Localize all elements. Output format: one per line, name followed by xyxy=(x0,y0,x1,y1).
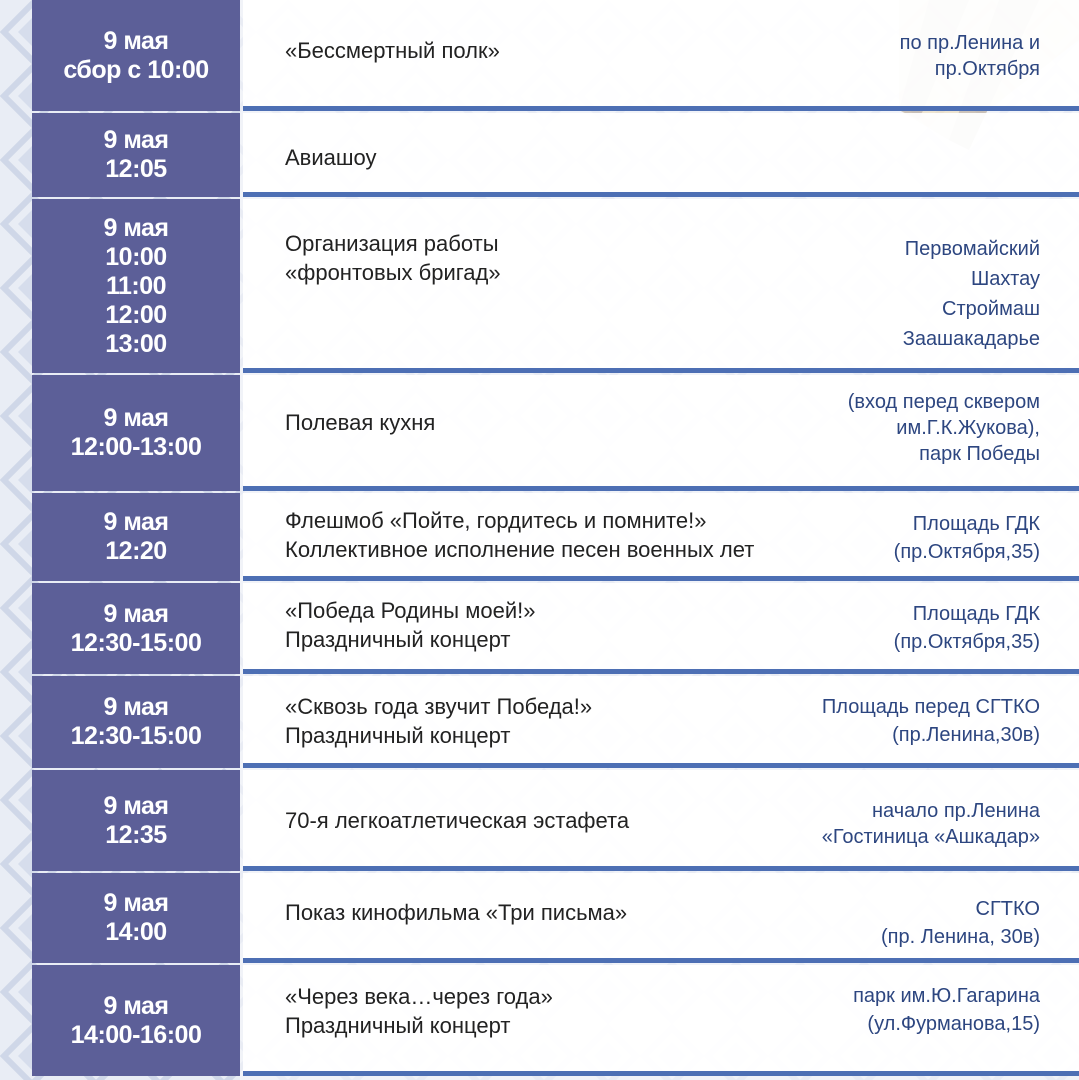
event-location-line: Заашакадарье xyxy=(902,328,1040,350)
schedule-row xyxy=(32,493,1079,581)
event-location-line: СГТКО xyxy=(975,898,1040,920)
event-location xyxy=(881,895,1040,951)
event-location-line: Строймаш xyxy=(942,298,1040,320)
event-content-cell xyxy=(243,0,1079,111)
event-title-line: Авиашоу xyxy=(285,145,377,170)
event-content-cell xyxy=(243,770,1079,871)
event-title-line: Полевая кухня xyxy=(285,410,436,435)
event-location-line: им.Г.К.Жукова), xyxy=(896,417,1040,439)
event-title-line: Праздничный концерт xyxy=(285,627,511,652)
date-time-cell xyxy=(32,770,240,871)
event-location-line: Первомайский xyxy=(904,238,1040,260)
event-content-cell xyxy=(243,676,1079,768)
event-location-line: Площадь ГДК xyxy=(912,603,1040,625)
event-location xyxy=(900,30,1040,82)
event-title xyxy=(285,692,592,750)
event-location-line: по пр.Ленина и xyxy=(899,32,1040,54)
event-location-line: парк Победы xyxy=(919,443,1040,465)
event-title xyxy=(285,898,627,927)
event-location xyxy=(853,982,1040,1038)
event-title-line: «фронтовых бригад» xyxy=(285,260,501,285)
event-title-line: «Сквозь года звучит Победа!» xyxy=(285,694,593,719)
event-location-line: парк им.Ю.Гагарина xyxy=(853,985,1040,1007)
event-time: 12:30-15:00 xyxy=(70,628,202,657)
event-time: 12:30-15:00 xyxy=(70,722,202,750)
event-location-line: (пр.Октября,35) xyxy=(893,631,1040,653)
date-time-cell xyxy=(32,676,240,768)
event-title-line: Праздничный концерт xyxy=(285,723,511,748)
event-title xyxy=(285,806,629,835)
date-time-cell xyxy=(32,199,240,373)
event-title-line: «Через века…через года» xyxy=(285,984,553,1009)
event-location xyxy=(903,234,1040,354)
event-content-cell xyxy=(243,199,1079,373)
event-time: 12:35 xyxy=(105,820,167,849)
event-location-line: пр.Октября xyxy=(934,58,1040,80)
event-time: сбор с 10:00 xyxy=(63,55,209,84)
event-title xyxy=(285,982,553,1040)
event-time: 12:20 xyxy=(105,537,167,565)
schedule-row xyxy=(32,375,1079,491)
event-location xyxy=(822,798,1040,850)
event-location-line: Площадь ГДК xyxy=(912,513,1040,535)
event-title-line: Организация работы xyxy=(285,231,499,256)
date-time-cell xyxy=(32,965,240,1076)
event-time: 12:00 xyxy=(105,300,167,329)
event-date: 9 мая xyxy=(103,508,169,536)
event-location-line: (пр.Октября,35) xyxy=(893,541,1040,563)
event-time: 12:00-13:00 xyxy=(70,433,202,461)
event-title xyxy=(285,36,500,65)
event-title xyxy=(285,408,435,437)
schedule-row xyxy=(32,0,1079,111)
event-time: 10:00 xyxy=(105,242,167,271)
date-time-cell xyxy=(32,0,240,111)
event-title xyxy=(285,506,754,564)
event-date: 9 мая xyxy=(103,126,169,154)
schedule-row xyxy=(32,676,1079,768)
event-location xyxy=(848,389,1040,467)
event-location-line: начало пр.Ленина xyxy=(872,800,1040,822)
event-date: 9 мая xyxy=(103,404,169,432)
date-time-cell xyxy=(32,873,240,963)
event-date: 9 мая xyxy=(103,26,169,55)
date-time-cell xyxy=(32,583,240,674)
event-date: 9 мая xyxy=(103,599,169,628)
event-time: 11:00 xyxy=(105,271,167,300)
event-location xyxy=(822,693,1040,749)
event-content-cell xyxy=(243,375,1079,491)
schedule-row xyxy=(32,199,1079,373)
event-title-line: «Победа Родины моей!» xyxy=(285,598,536,623)
event-location-line: (пр. Ленина, 30в) xyxy=(880,926,1040,948)
event-time: 13:00 xyxy=(105,329,167,358)
event-content-cell xyxy=(243,113,1079,197)
event-title xyxy=(285,143,377,172)
schedule-row xyxy=(32,770,1079,871)
event-title-line: 70-я легкоатлетическая эстафета xyxy=(285,808,630,833)
event-time: 14:00 xyxy=(105,918,167,946)
event-title-line: Коллективное исполнение песен военных лет xyxy=(285,537,755,562)
event-date: 9 мая xyxy=(103,889,169,917)
event-time: 14:00-16:00 xyxy=(70,1020,202,1049)
date-time-cell xyxy=(32,113,240,197)
event-date: 9 мая xyxy=(103,791,169,820)
event-location-line: Шахтау xyxy=(970,268,1040,290)
event-date: 9 мая xyxy=(103,991,169,1020)
event-location-line: (пр.Ленина,30в) xyxy=(892,724,1040,746)
event-content-cell xyxy=(243,965,1079,1076)
schedule-row xyxy=(32,965,1079,1076)
event-title-line: Праздничный концерт xyxy=(285,1013,511,1038)
date-time-cell xyxy=(32,375,240,491)
event-content-cell xyxy=(243,583,1079,674)
event-location xyxy=(894,510,1040,566)
event-location-line: «Гостиница «Ашкадар» xyxy=(821,826,1040,848)
event-date: 9 мая xyxy=(103,213,169,242)
event-title-line: Показ кинофильма «Три письма» xyxy=(285,900,628,925)
date-time-cell xyxy=(32,493,240,581)
event-title-line: Флешмоб «Пойте, гордитесь и помните!» xyxy=(285,508,707,533)
event-date: 9 мая xyxy=(103,693,169,721)
event-location-line: (вход перед сквером xyxy=(847,391,1040,413)
event-time: 12:05 xyxy=(105,155,167,183)
event-content-cell xyxy=(243,873,1079,963)
event-location-line: Площадь перед СГТКО xyxy=(821,696,1040,718)
schedule-row xyxy=(32,873,1079,963)
schedule-row xyxy=(32,583,1079,674)
event-title-line: «Бессмертный полк» xyxy=(285,38,500,63)
event-location xyxy=(894,600,1040,656)
event-title xyxy=(285,596,535,654)
event-content-cell xyxy=(243,493,1079,581)
event-location-line: (ул.Фурманова,15) xyxy=(867,1013,1040,1035)
event-title xyxy=(285,229,501,287)
schedule-row xyxy=(32,113,1079,197)
